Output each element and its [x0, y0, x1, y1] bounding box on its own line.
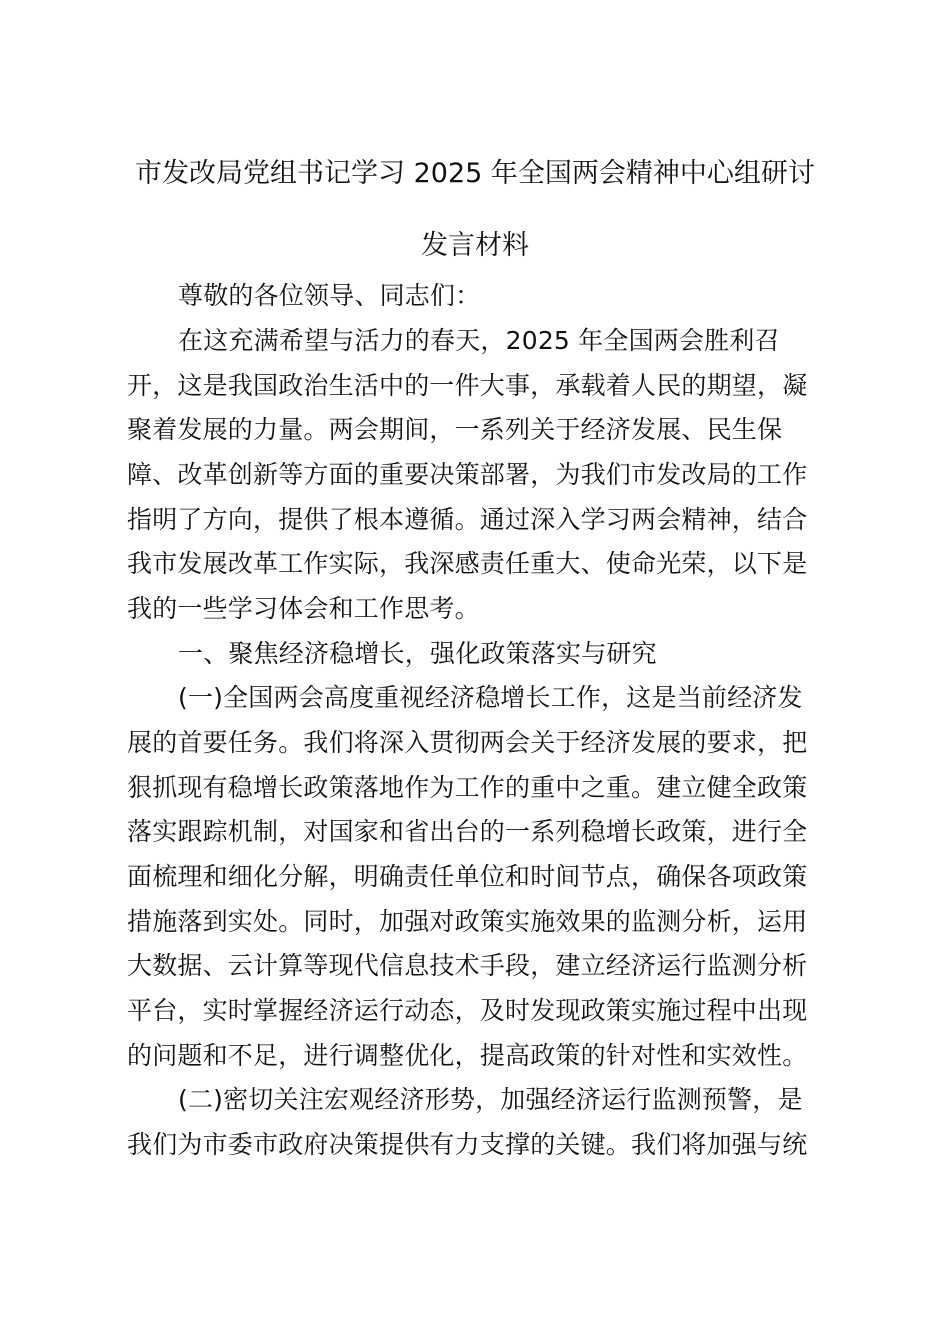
paragraph-line: 聚着发展的力量。两会期间，一系列关于经济发展、民生保: [127, 415, 783, 444]
paragraph-line: (一)全国两会高度重视经济稳增长工作，这是当前经济发: [178, 683, 803, 712]
paragraph-line: 措施落到实处。同时，加强对政策实施效果的监测分析，运用: [127, 907, 808, 936]
paragraph-line: 我市发展改革工作实际，我深感责任重大、使命光荣，以下是: [127, 549, 808, 578]
paragraph-line: 在这充满希望与活力的春天，2025 年全国两会胜利召: [178, 326, 780, 355]
document-title-line-1: 市发改局党组书记学习 2025 年全国两会精神中心组研讨: [135, 158, 815, 189]
paragraph-line: 狠抓现有稳增长政策落地作为工作的重中之重。建立健全政策: [127, 773, 808, 802]
paragraph-line: (二)密切关注宏观经济形势，加强经济运行监测预警，是: [178, 1085, 803, 1114]
paragraph-line: 的问题和不足，进行调整优化，提高政策的针对性和实效性。: [127, 1041, 808, 1070]
document-title-line-2: 发言材料: [421, 230, 529, 261]
paragraph-line: 我们为市委市政府决策提供有力支撑的关键。我们将加强与统: [127, 1130, 808, 1159]
paragraph-line: 平台，实时掌握经济运行动态，及时发现政策实施过程中出现: [127, 996, 808, 1025]
paragraph-line: 障、改革创新等方面的重要决策部署，为我们市发改局的工作: [127, 460, 808, 489]
paragraph-line: 我的一些学习体会和工作思考。: [127, 594, 480, 623]
paragraph-line: 落实跟踪机制，对国家和省出台的一系列稳增长政策，进行全: [127, 817, 808, 846]
salutation: 尊敬的各位领导、同志们：: [178, 281, 481, 310]
paragraph-line: 面梳理和细化分解，明确责任单位和时间节点，确保各项政策: [127, 862, 808, 891]
section-heading: 一、聚焦经济稳增长，强化政策落实与研究: [178, 639, 657, 668]
paragraph-line: 大数据、云计算等现代信息技术手段，建立经济运行监测分析: [127, 951, 808, 980]
paragraph-line: 指明了方向，提供了根本遵循。通过深入学习两会精神，结合: [127, 505, 808, 534]
paragraph-line: 开，这是我国政治生活中的一件大事，承载着人民的期望，凝: [127, 371, 808, 400]
paragraph-line: 展的首要任务。我们将深入贯彻两会关于经济发展的要求，把: [127, 728, 808, 757]
